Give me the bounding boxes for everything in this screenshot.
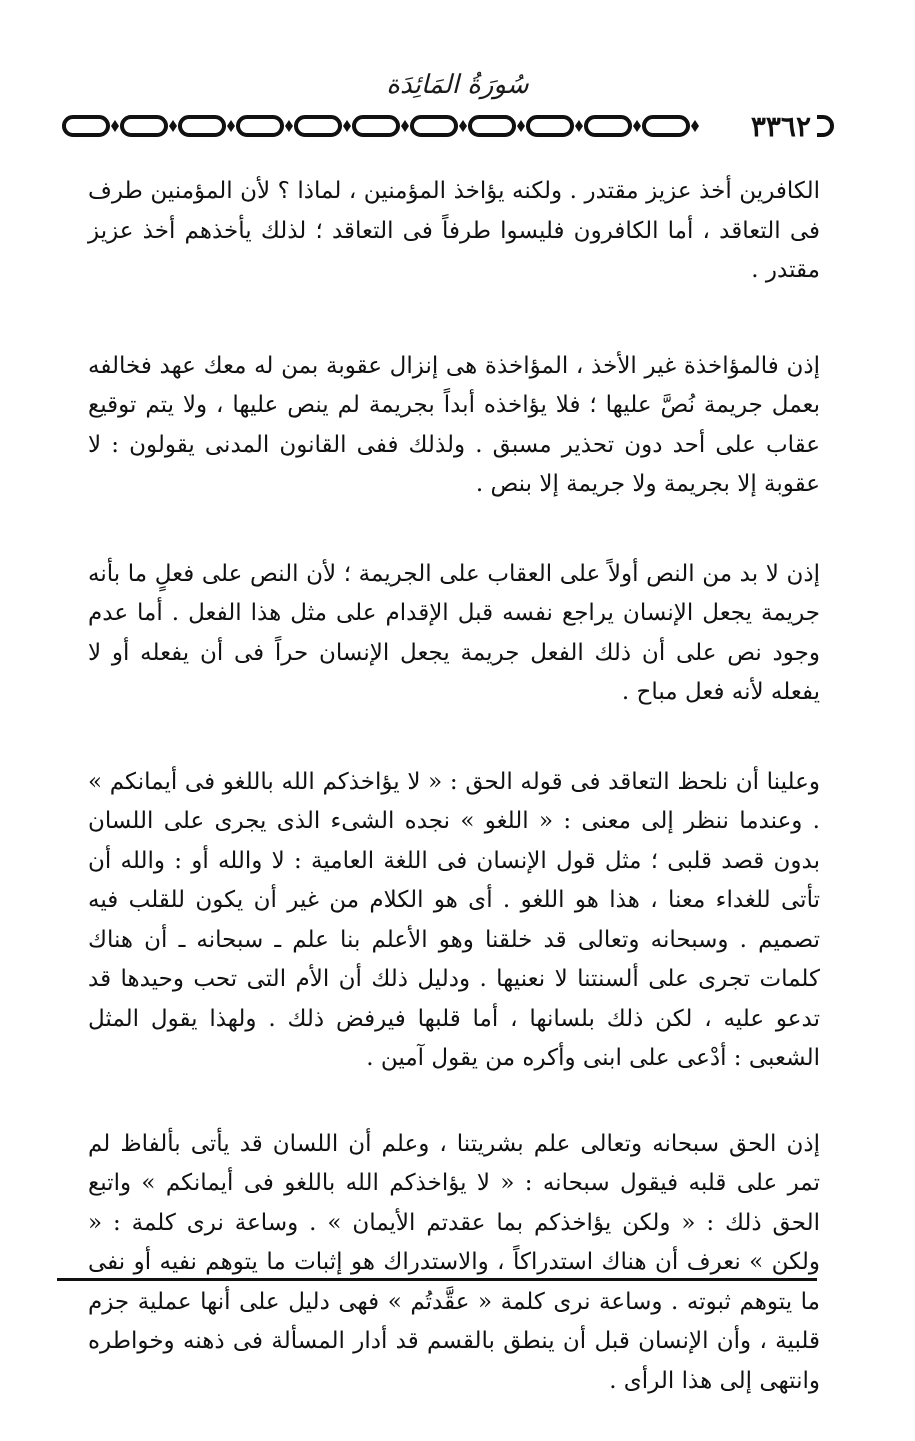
paragraph: وعلينا أن نلحظ التعاقد فى قوله الحق : « لا يؤاخذكم الله باللغو فى أيمانكم » . وعندما ننظر إلى معنى : « اللغو » نجده الشىء الذى يجرى على اللسان بدون قصد قلبى ؛ مثل قول الإنسان فى اللغة العامية : لا والله أو : والله أن تأتى للغداء معنا ، هذا هو اللغو . أى هو الكلام من غير أن يكون للقلب فيه تصميم . وسبحانه وتعالى قد خلقنا وهو الأعلم بنا علم ـ سبحانه ـ أن هناك كلمات تجرى على ألسنتنا لا نعنيها . ودليل ذلك أن الأم التى تحب وحيدها قد تدعو عليه ، لكن ذلك بلسانها ، أما قلبها فيرفض ذلك . ولهذا يقول المثل الشعبى : أدْعى على ابنى وأكره من يقول آمين .	[88, 768, 820, 1071]
paragraph: إذن فالمؤاخذة غير الأخذ ، المؤاخذة هى إنزال عقوبة بمن له معك عهد فخالفه بعمل جريمة نُصَّ عليها ؛ فلا يؤاخذه أبداً بجريمة لم ينص عليها ، ولا يتم توقيع عقاب على أحد دون تحذير مسبق . ولذلك ففى القانون المدنى يقولون : لا عقوبة إلا بجريمة ولا جريمة إلا بنص .	[88, 352, 820, 497]
page-body	[88, 172, 820, 1441]
page-number: ٣٣٦٢	[745, 112, 817, 142]
paragraph: إذن لا بد من النص أولاً على العقاب على الجريمة ؛ لأن النص على فعلٍ ما بأنه جريمة يجعل الإنسان يراجع نفسه قبل الإقدام على مثل هذا الفعل . أما عدم وجود نص على أن ذلك الفعل جريمة يجعل الإنسان حراً فى أن يفعله أو لا يفعله لأنه فعل مباح .	[88, 560, 820, 705]
paragraph: الكافرين أخذ عزيز مقتدر . ولكنه يؤاخذ المؤمنين ، لماذا ؟ لأن المؤمنين طرف فى التعاقد ، أما الكافرون فليسوا طرفاً فى التعاقد ؛ لذلك يأخذهم أخذ عزيز مقتدر .	[88, 178, 820, 283]
ornamental-header-band	[58, 108, 838, 144]
paragraph: إذن الحق سبحانه وتعالى علم بشريتنا ، وعلم أن اللسان قد يأتى بألفاظ لم تمر على قلبه فيقول سبحانه : « لا يؤاخذكم الله باللغو فى أيمانكم » واتبع الحق ذلك : « ولكن يؤاخذكم بما عقدتم الأيمان » . وساعة نرى كلمة : « ولكن » نعرف أن هناك استدراكاً ، والاستدراك هو إثبات ما يتوهم نفيه أو نفى ما يتوهم ثبوته . وساعة نرى كلمة « عقَّدتُم » فهى دليل على أنها عملية جزم قلبية ، وأن الإنسان قبل أن ينطق بالقسم قد أدار المسألة فى ذهنه وخواطره وانتهى إلى هذا الرأى .	[88, 1130, 820, 1394]
footer-rule	[57, 1278, 817, 1281]
surah-title: سُورَةُ المَائِدَة	[386, 70, 529, 100]
